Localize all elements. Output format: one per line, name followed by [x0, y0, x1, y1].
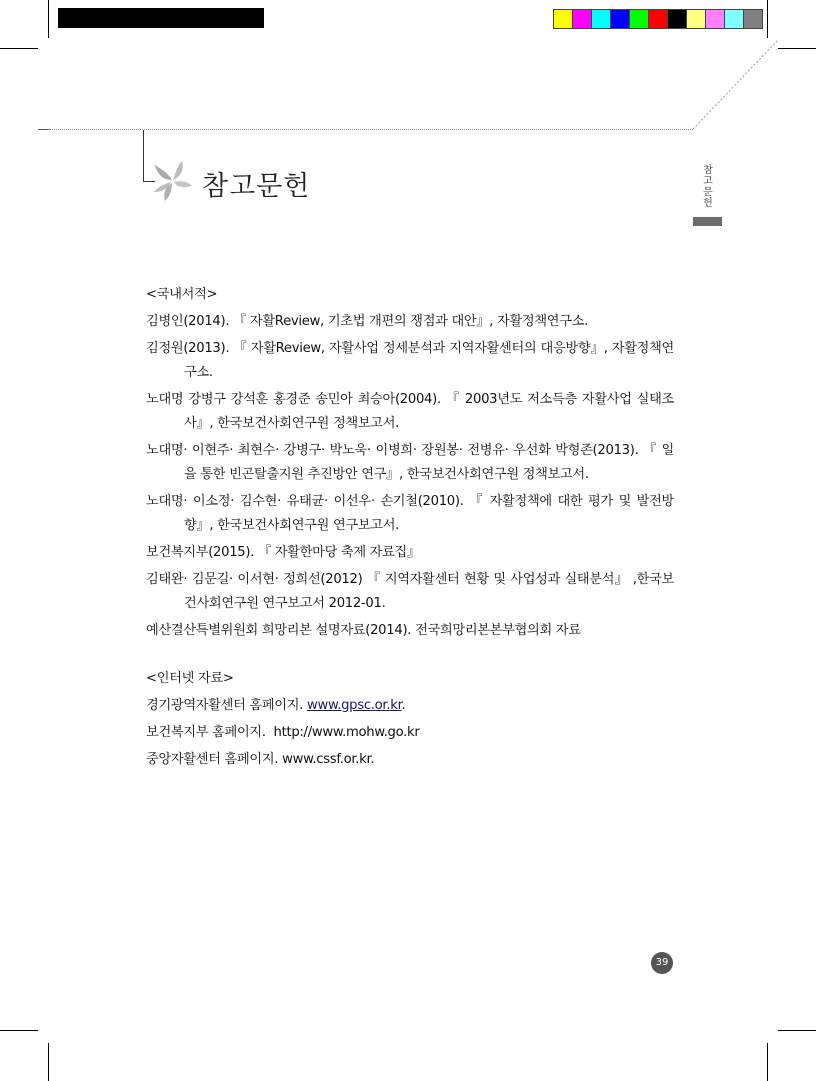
- crop-mark: [48, 0, 49, 38]
- reference-entry: 노대명· 이소정· 김수현· 유태균· 이선우· 손기철(2010). 『 자활정책에 대한 평가 및 발전방향』, 한국보건사회연구원 연구보고서.: [146, 494, 674, 533]
- header-dotted-rule: [48, 129, 693, 130]
- web-link[interactable]: www.cssf.or.kr: [282, 752, 371, 767]
- references-body: [146, 283, 674, 775]
- crop-mark: [767, 1043, 768, 1081]
- color-swatch: [630, 10, 649, 28]
- crop-mark: [0, 48, 38, 49]
- section-heading: <국내서적>: [146, 287, 218, 302]
- color-swatch: [706, 10, 725, 28]
- color-swatch: [744, 10, 762, 28]
- web-reference-label: 보건복지부 홈페이지.: [146, 725, 266, 740]
- web-reference-label: 중앙자활센터 홈페이지.: [146, 752, 279, 767]
- web-link[interactable]: www.gpsc.or.kr: [306, 698, 402, 713]
- crop-mark: [48, 1043, 49, 1081]
- reference-entry: 김태완· 김문길· 이서현· 정희선(2012) 『 지역자활센터 현황 및 사업성과 실태분석』 ,한국보건사회연구원 연구보고서 2012-01.: [146, 572, 674, 611]
- reference-entry: 보건복지부(2015). 『 자활한마당 축제 자료집』: [146, 545, 420, 560]
- title-bracket: [143, 130, 144, 182]
- reference-entry: 노대명 강병구 강석훈 홍경준 송민아 최승아(2004). 『 2003년도 저소득층 자활사업 실태조사』, 한국보건사회연구원 정책보고서.: [146, 392, 674, 431]
- color-swatch: [649, 10, 668, 28]
- color-swatch: [554, 10, 573, 28]
- side-tab-marker: [693, 217, 722, 226]
- color-swatch-strip: [553, 9, 763, 29]
- crop-mark: [767, 0, 768, 38]
- web-reference-entry: [146, 694, 674, 718]
- color-swatch: [592, 10, 611, 28]
- section-heading: <인터넷 자료>: [146, 671, 234, 686]
- leaf-icon: [152, 160, 194, 202]
- web-reference-label: 경기광역자활센터 홈페이지.: [146, 698, 304, 713]
- header-dotted-diagonal: [688, 38, 788, 133]
- domestic-section: [146, 283, 674, 643]
- page-title: 참고문헌: [202, 171, 311, 202]
- page-number: 39: [651, 952, 673, 974]
- crop-mark: [778, 1030, 816, 1031]
- reference-entry: 김정원(2013). 『 자활Review, 자활사업 정세분석과 지역자활센터의 대응방향』, 자활정책연구소.: [146, 341, 674, 380]
- color-swatch: [725, 10, 744, 28]
- web-link[interactable]: http://www.mohw.go.kr: [273, 725, 420, 740]
- internet-section: [146, 667, 674, 772]
- side-label: 참고문헌: [703, 165, 713, 209]
- reference-entry: 예산결산특별위원회 희망리본 설명자료(2014). 전국희망리본본부협의회 자료: [146, 623, 581, 638]
- registration-bar: [58, 8, 264, 28]
- web-reference-suffix: .: [401, 698, 406, 713]
- color-swatch: [687, 10, 706, 28]
- web-reference-entry: [146, 748, 674, 772]
- color-swatch: [611, 10, 630, 28]
- crop-mark: [0, 1030, 38, 1031]
- color-swatch: [668, 10, 687, 28]
- reference-entry: 김병인(2014). 『 자활Review, 기초법 개편의 쟁점과 대안』, 자활정책연구소.: [146, 314, 588, 329]
- color-swatch: [573, 10, 592, 28]
- web-reference-suffix: .: [370, 752, 375, 767]
- reference-entry: 노대명· 이현주· 최현수· 강병구· 박노욱· 이병희· 장원봉· 전병유· 우선화 박형존(2013). 『 일을 통한 빈곤탈출지원 추진방안 연구』, 한국보건사회연구원 정책보고서.: [146, 443, 674, 482]
- web-reference-entry: [146, 721, 674, 745]
